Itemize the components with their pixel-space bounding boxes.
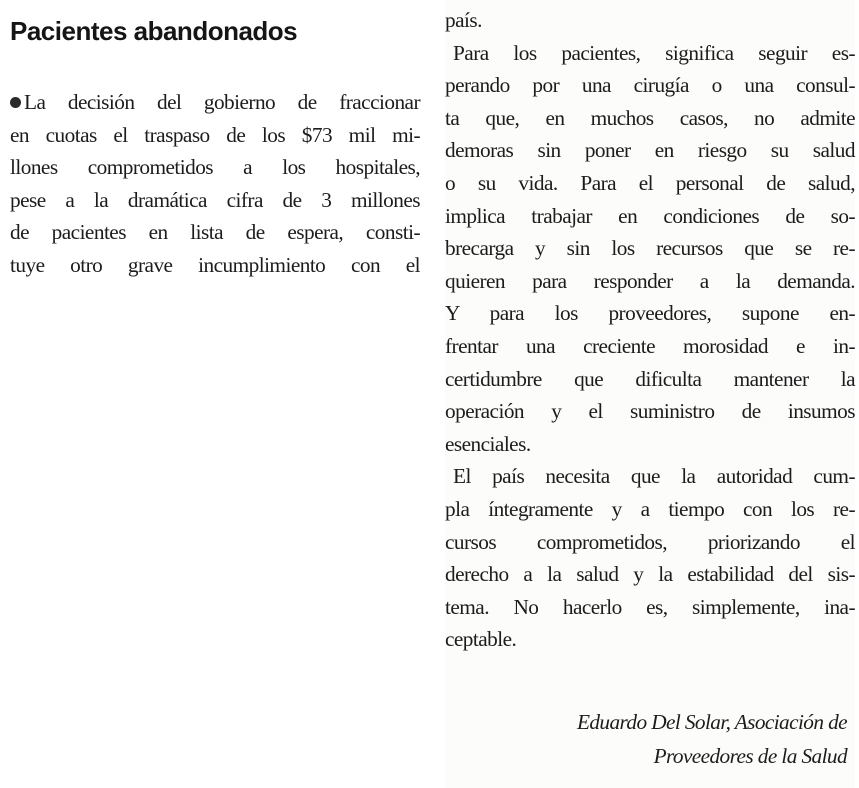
text-line: llones comprometidos a los hospitales, — [10, 155, 420, 180]
text-line: o su vida. Para el personal de salud, — [445, 170, 855, 195]
text-line: La decisión del gobierno de fraccionar — [10, 86, 420, 119]
text-line: derecho a la salud y la estabilidad del sis- — [445, 562, 855, 587]
text-line: cursos comprometidos, priorizando el — [445, 529, 855, 554]
text-line: demoras sin poner en riesgo su salud — [445, 138, 855, 163]
left-column-text — [10, 86, 420, 282]
left-column — [10, 0, 420, 282]
text-line: operación y el suministro de insumos — [445, 399, 855, 424]
text-line: frentar una creciente morosidad e in- — [445, 333, 855, 358]
text-line: implica trabajar en condiciones de so- — [445, 203, 855, 228]
paragraph-start-line: El país necesita que la autoridad cum- — [453, 464, 855, 489]
text-line: brecarga y sin los recursos que se re- — [445, 236, 855, 261]
right-column — [445, 0, 855, 788]
text-line: ceptable. — [445, 627, 517, 652]
text-line: pla íntegramente y a tiempo con los re- — [445, 496, 855, 521]
text-line: certidumbre que dificulta mantener la — [445, 366, 855, 391]
text-line: quieren para responder a la demanda. — [445, 268, 855, 293]
text-line: ta que, en muchos casos, no admite — [445, 105, 855, 130]
text-line: en cuotas el traspaso de los $73 mil mi- — [10, 122, 420, 147]
signature-author: Eduardo Del Solar, Asociación de — [576, 710, 847, 734]
text-line: tuye otro grave incumplimiento con el — [10, 252, 420, 277]
signature — [577, 705, 847, 773]
paragraph-start-line: Para los pacientes, significa seguir es- — [453, 40, 855, 65]
text-line: Y para los proveedores, supone en- — [445, 301, 855, 326]
text-line: esenciales. — [445, 431, 531, 456]
bullet-icon — [10, 97, 21, 108]
right-column-text — [445, 4, 855, 656]
headline: Pacientes abandonados — [10, 16, 298, 46]
text-line: país. — [445, 8, 482, 32]
text-line: pese a la dramática cifra de 3 millones — [10, 187, 420, 212]
text-line: tema. No hacerlo es, simplemente, ina- — [445, 594, 855, 619]
text-line: perando por una cirugía o una consul- — [445, 73, 855, 98]
text-line: de pacientes en lista de espera, consti- — [10, 220, 420, 245]
signature-organization: Proveedores de la Salud — [653, 744, 847, 768]
